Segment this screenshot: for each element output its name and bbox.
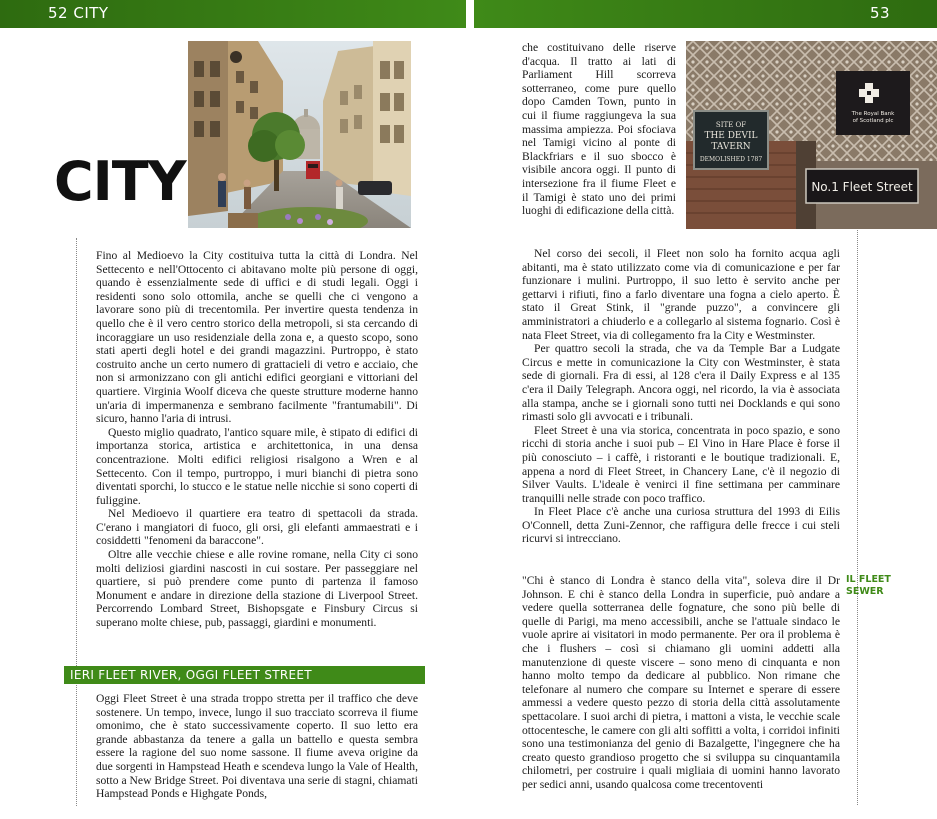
street-photo — [188, 41, 411, 228]
fleet-street-photo-illustration — [686, 41, 937, 229]
left-dotted-rule — [76, 238, 77, 806]
street-photo-illustration — [188, 41, 411, 228]
bank-name-line-1: The Royal Bank — [851, 111, 895, 117]
paragraph: "Chi è stanco di Londra è stanco della vita", soleva dire il Dr Johnson. E chi è stanco della Londra in superficie, può andare a vedere quella sotterranea delle fognature, che sono più belle di quelle di Parigi, ma meno accessibili, anche se l'attuale sindaco le vuole aprire ai visitatori in modo permanente. Per ora il problema è che i flushers – così si chiamano gli uomini addetti alla manutenzione di queste viscere – sono meno di cinquanta e non hanno molto tempo da dedicare al pubblico. Non rimane che telefonare al numero che compare su Internet e sperare di essere ammessi a vedere questo pezzo di storia della città assolutamente spettacolare. I suoi archi di pietra, i mattoni a vista, le vecchie scale ottocentesche, le camere con gli alti soffitti a volta, i corridoi infiniti sono una testimonianza del genio di Bazalgette, l'ingegnere che ha creato questo grandioso progetto che si sviluppa su cinquantamila chilometri, per costruire i quali migliaia di uomini hanno lavorato per sedici anni, usando qualcosa come trecentoventi — [522, 574, 840, 791]
page-title: CITY — [54, 150, 186, 213]
address-sign: No.1 Fleet Street — [811, 180, 913, 194]
right-body-text — [522, 247, 840, 546]
paragraph: In Fleet Place c'è anche una curiosa struttura del 1993 di Eilis O'Connell, detta Zuni-Zennor, che raffigura delle frecce i cui steli ricurvi si intrecciano. — [522, 505, 840, 546]
side-label — [846, 574, 906, 598]
plaque-line-1: SITE OF — [715, 121, 747, 129]
bank-name-line-2: of Scotland plc — [852, 118, 894, 124]
paragraph: Nel Medioevo il quartiere era teatro di spettacoli da strada. C'erano i mangiatori di fuoco, gli orsi, gli elefanti ammaestrati e i cosiddetti "fenomeni da baraccone". — [96, 507, 418, 548]
paragraph: Nel corso dei secoli, il Fleet non solo ha fornito acqua agli abitanti, ma è stato utilizzato come via di comunicazione e per far funzionare i mulini. Purtroppo, il suo letto è servito anche per gettarvi i rifiuti, fino a farlo diventare una fogna a cielo aperto. È stato il Great Stink, il "grande puzzo", a convincere gli amministratori a chiuderlo e a collegarlo al sistema fognario. Così è nata Fleet Street, via di collegamento fra la City e Westminster. — [522, 247, 840, 342]
header-bar-right — [474, 0, 937, 28]
plaque-line-4: DEMOLISHED 1787 — [699, 156, 763, 163]
plaque-line-3: TAVERN — [711, 142, 751, 152]
left-page-folio: 52 CITY — [48, 4, 109, 22]
plaque-line-2: THE DEVIL — [704, 131, 758, 141]
left-lower-text — [96, 692, 418, 801]
side-label-line-1: IL FLEET — [846, 574, 891, 585]
paragraph: Per quattro secoli la strada, che va da Temple Bar a Ludgate Circus e mette in comunicazione la City con Westminster, è stata sede di giornali. Fra di essi, al 128 c'era il Daily Express e al 135 c'era il Daily Telegraph. Ancora oggi, nel ricordo, la via è associata alla stampa, anche se i giornali sono tutti nei Docklands e qui sono rimasti solo gli avvocati e i tribunali. — [522, 342, 840, 424]
fleet-street-photo — [686, 41, 937, 229]
paragraph: Fino al Medioevo la City costituiva tutta la città di Londra. Nel Settecento e nell'Ottocento ci abitavano molte più persone di oggi, quando è essenzialmente sede di uffici e di studi legali. Oggi i residenti sono solo ottomila, anche se quelli che ci vengono a lavorare sono più di trecentomila. Per invertire questa tendenza in quello che è il vero centro storico della metropoli, si sta cercando di incoraggiare un uso residenziale della zona e, a questo scopo, sono stati aperti degli hotel e dei grandi magazzini. Purtroppo, è stato costruito anche un certo numero di grattacieli di vetro e acciaio, che non si armonizzano con gli antichi edifici georgiani e vittoriani del quartiere. Virginia Woolf diceva che queste strutture moderne hanno un'aria di impermanenza e sembrano facilmente "frantumabili". Di sicuro, hanno l'aria di intrusi. — [96, 249, 418, 426]
paragraph: Oggi Fleet Street è una strada troppo stretta per il traffico che deve sostenere. Un tempo, invece, lungo il suo tracciato scorreva il fiume omonimo, che è stato successivamente coperto. Il suo letto era grande abbastanza da tenere a galla un battello e questa sembra essere la ragione del suo nome sassone. Il fiume aveva origine da due sorgenti in Hampstead Heath e scendeva lungo la Vale of Health, sotto a New Bridge Street. Poi diventava una serie di stagni, chiamati Hampstead Ponds e Highgate Ponds, — [96, 692, 418, 801]
sewer-section-text — [522, 574, 840, 792]
paragraph: Fleet Street è una via storica, concentrata in poco spazio, e sono ricchi di storia anche i suoi pub – El Vino in Hare Place è forse il più conosciuto – i caffè, i ristoranti e le boutique tradizionali. E, appena a nord di Fleet Street, in Chancery Lane, c'è il negozio di Silver Vaults. L'ideale è venirci il fine settimana per camminare tranquilli nelle strade con poco traffico. — [522, 423, 840, 505]
right-dotted-rule — [857, 230, 858, 805]
paragraph: che costituivano delle riserve d'acqua. Il tratto ai lati di Parliament Hill scorreva sotterraneo, come pure quello dopo Camden Town, punto in cui il fiume raggiungeva la sua massima ampiezza. Poi sfociava nel Tamigi vicino al ponte di Blackfriars e il suo sbocco è visibile ancora oggi. Il punto di intersezione fra il fiume Fleet e il Tamigi è stato uno dei primi luoghi di edificazione della città. — [522, 41, 676, 218]
header-bar-left — [0, 0, 466, 28]
side-label-line-2: SEWER — [846, 586, 884, 597]
left-body-text — [96, 249, 418, 630]
right-page-folio: 53 — [870, 4, 891, 22]
paragraph: Oltre alle vecchie chiese e alle rovine romane, nella City ci sono molti deliziosi giardini nascosti in cui sostare. Per passeggiare nel quartiere, si può prendere come punto di partenza il famoso Monument e andare in direzione della stazione di Liverpool Street. Percorrendo Lombard Street, Bishopsgate e Finsbury Circus si superano molte chiese, pub, passaggi, giardini e monumenti. — [96, 548, 418, 630]
paragraph: Questo miglio quadrato, l'antico square mile, è stipato di edifici di importanza storica, artistica e architettonica, in una densa concentrazione. Molti edifici religiosi risalgono a Wren e al Settecento. Con il tempo, purtroppo, i muri bianchi di pietra sono diventati sporchi, lo stucco e le statue nelle nicchie si sono coperti di fuliggine. — [96, 425, 418, 507]
section-heading: IERI FLEET RIVER, OGGI FLEET STREET — [64, 666, 425, 684]
right-top-text — [522, 41, 676, 218]
